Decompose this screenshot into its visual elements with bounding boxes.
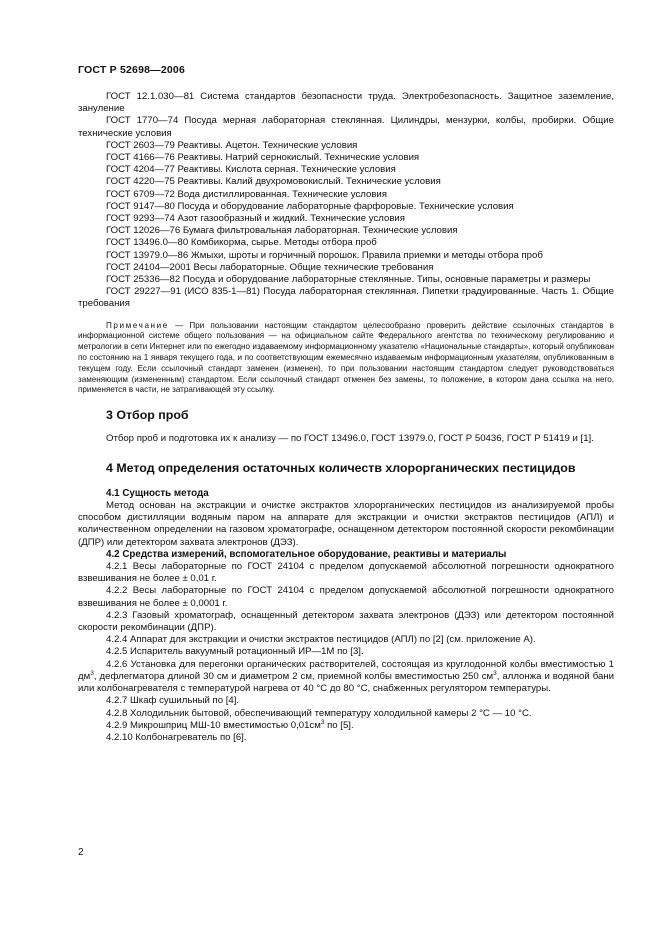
list-item: 4.2.3 Газовый хроматограф, оснащенный детектором захвата электронов (ДЭЗ) или детектором постоянной скорости рекомбинации (ДПР).: [78, 609, 614, 634]
ref-item: ГОСТ 13979.0—86 Жмыхи, шроты и горчичный порошок. Правила приемки и методы отбора проб: [106, 249, 543, 261]
subsection-4-2-title: 4.2 Средства измерений, вспомогательное оборудование, реактивы и материалы: [106, 548, 507, 560]
subsection-4-1-title: 4.1 Сущность метода: [106, 487, 209, 499]
ref-item: ГОСТ 6709—72 Вода дистиллированная. Технические условия: [106, 188, 387, 200]
list-item: 4.2.9 Микрошприц МШ-10 вместимостью $0,01см^3$ по [5].: [106, 718, 354, 731]
ref-item: ГОСТ 4166—76 Реактивы. Натрий сернокислый. Технические условия: [106, 152, 420, 164]
list-item: 4.2.7 Шкаф сушильный по [4].: [106, 695, 240, 707]
ref-item: ГОСТ 2603—79 Реактивы. Ацетон. Технические условия: [106, 139, 358, 151]
section-3-text: Отбор проб и подготовка их к анализу — по ГОСТ 13496.0, ГОСТ 13979.0, ГОСТ Р 50436, ГОСТ Р 51419 и [1].: [106, 433, 594, 445]
running-header: ГОСТ Р 52698—2006: [78, 64, 186, 76]
subsection-4-1-text: Метод основан на экстракции и очистке экстрактов хлорорганических пестицидов из анализируемой пробы способом дистилляции водяным паром на аппарате для экстракции и очистки экстрактов пестицидов (АПЛ) и количественном определении на газовом хроматографе, оснащенном детектором постоянной скорости рекомбинации (ДПР) или детектором захвата электронов (ДЭЗ).: [78, 500, 614, 548]
list-item: 4.2.10 Колбонагреватель по [6].: [106, 731, 247, 743]
ref-item: ГОСТ 12026—76 Бумага фильтровальная лабораторная. Технические условия: [106, 225, 458, 237]
ref-item: ГОСТ 29227—91 (ИСО 835-1—81) Посуда лабораторная стеклянная. Пипетки градуированные. Часть 1. Общие требования: [78, 286, 614, 310]
ref-item: ГОСТ 4204—77 Реактивы. Кислота серная. Технические условия: [106, 164, 396, 176]
note-text: — При пользовании настоящим стандартом целесообразно проверить действие ссылочных стандартов в информационной системе общего пользования — на официальном сайте Федерального агентства по техническому регулированию и метрологии в сети Интернет или по ежегодно издаваемому информационному указателю «Национальные стандарты», который опубликован по состоянию на 1 января текущего года, и по соответствующим ежемесячно издаваемым информационным указателям, опубликованным в текущем году. Если ссылочный стандарт заменен (изменен), то при пользовании настоящим стандартом следует руководствоваться заменяющим (измененным) стандартом. Если ссылочный стандарт отменен без замены, то положение, в котором дана ссылка на него, применяется в части, не затрагивающей эту ссылку.: [78, 320, 614, 395]
ref-item: ГОСТ 4220—75 Реактивы. Калий двухромовокислый. Технические условия: [106, 176, 441, 188]
list-item: 4.2.2 Весы лабораторные по ГОСТ 24104 с пределом допускаемой абсолютной погрешности однократного взвешивания не более ± 0,0001 г.: [78, 585, 614, 609]
list-item: 4.2.1 Весы лабораторные по ГОСТ 24104 с пределом допускаемой абсолютной погрешности однократного взвешивания не более ± 0,01 г.: [78, 561, 614, 585]
list-item: 4.2.4 Аппарат для экстракции и очистки экстрактов пестицидов (АПЛ) по [2] (см. приложение А).: [106, 634, 536, 646]
section-4-title: 4 Метод определения остаточных количеств хлорорганических пестицидов: [106, 460, 576, 475]
ref-item: ГОСТ 13496.0—80 Комбикорма, сырье. Методы отбора проб: [106, 237, 377, 249]
note-paragraph: [78, 321, 614, 397]
section-3-title: 3 Отбор проб: [106, 408, 189, 423]
ref-item: ГОСТ 12.1.030—81 Система стандартов безопасности труда. Электробезопасность. Защитное заземление, зануление: [78, 91, 614, 115]
ref-item: ГОСТ 9147—80 Посуда и оборудование лабораторные фарфоровые. Технические условия: [106, 200, 514, 212]
list-item: 4.2.5 Испаритель вакуумный ротационный ИР—1М по [3].: [106, 646, 364, 658]
list-item: 4.2.6 Установка для перегонки органических растворителей, состоящая из круглодонной колбы вместимостью 1 $дм^3$, дефлегматора длиной 30 см и диаметром 2 см, приемной колбы вместимостью 250 $см^3$, аллонжа и водяной бани или колбонагревателя с температурой нагрева от 40 °С до 80 °С, снабженных регулятором температуры.: [78, 658, 614, 695]
ref-item: ГОСТ 9293—74 Азот газообразный и жидкий. Технические условия: [106, 213, 405, 225]
ref-item: ГОСТ 25336—82 Посуда и оборудование лабораторные стеклянные. Типы, основные параметры и размеры: [106, 274, 591, 286]
list-item: 4.2.8 Холодильник бытовой, обеспечивающий температуру холодильной камеры 2 °С — 10 °С.: [106, 707, 532, 719]
document-body: [78, 91, 614, 744]
page-number: 2: [78, 847, 84, 858]
note-label: Примечание: [106, 320, 169, 330]
ref-item: ГОСТ 24104—2001 Весы лабораторные. Общие технические требования: [106, 261, 434, 273]
ref-item: ГОСТ 1770—74 Посуда мерная лабораторная стеклянная. Цилиндры, мензурки, колбы, пробирки. Общие технические условия: [78, 115, 614, 139]
